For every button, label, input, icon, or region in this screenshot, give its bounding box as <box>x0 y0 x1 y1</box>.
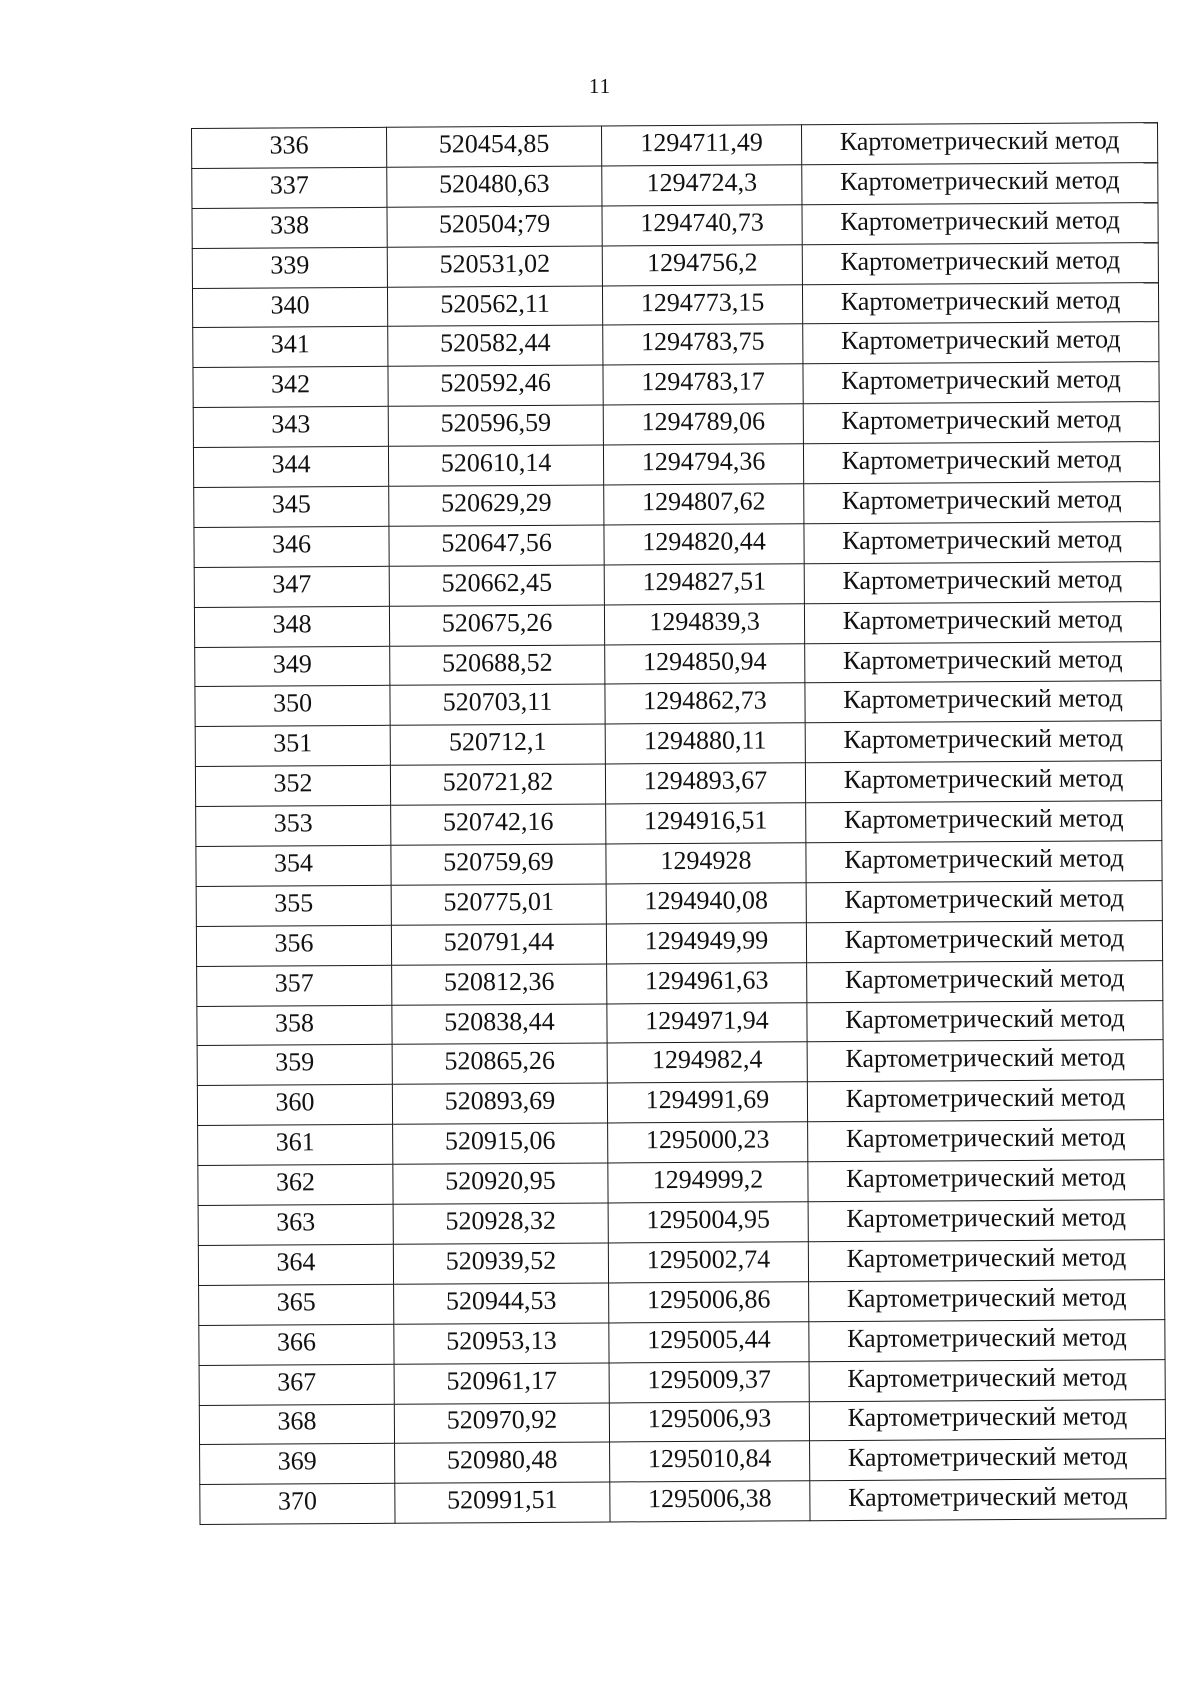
y-coordinate-cell: 1295006,38 <box>610 1481 810 1522</box>
point-number-cell: 345 <box>194 486 389 527</box>
table-row <box>195 681 1161 727</box>
x-coordinate-cell: 520562,11 <box>387 286 602 327</box>
table-row <box>194 482 1160 528</box>
x-coordinate-cell: 520742,16 <box>391 804 606 845</box>
point-number-cell: 369 <box>200 1444 395 1485</box>
method-cell: Картометрический метод <box>807 960 1163 1002</box>
x-coordinate-cell: 520939,52 <box>393 1243 608 1284</box>
table-row <box>197 960 1163 1006</box>
coordinates-table-body <box>192 123 1167 1525</box>
table-row <box>193 362 1159 408</box>
point-number-cell: 356 <box>196 925 391 966</box>
point-number-cell: 342 <box>193 367 388 408</box>
table-row <box>195 761 1161 807</box>
method-cell: Картометрический метод <box>805 681 1161 723</box>
x-coordinate-cell: 520582,44 <box>388 325 603 366</box>
y-coordinate-cell: 1295005,44 <box>609 1321 809 1362</box>
point-number-cell: 364 <box>198 1244 393 1285</box>
y-coordinate-cell: 1295004,95 <box>608 1202 808 1243</box>
point-number-cell: 346 <box>194 526 389 567</box>
y-coordinate-cell: 1294807,62 <box>604 484 804 525</box>
y-coordinate-cell: 1295002,74 <box>608 1242 808 1283</box>
y-coordinate-cell: 1295006,93 <box>609 1401 809 1442</box>
table-row <box>198 1160 1164 1206</box>
point-number-cell: 337 <box>192 167 387 208</box>
x-coordinate-cell: 520812,36 <box>392 964 607 1005</box>
point-number-cell: 341 <box>193 327 388 368</box>
method-cell: Картометрический метод <box>802 162 1158 204</box>
y-coordinate-cell: 1295010,84 <box>610 1441 810 1482</box>
method-cell: Картометрический метод <box>808 1240 1164 1282</box>
y-coordinate-cell: 1294711,49 <box>601 125 801 166</box>
y-coordinate-cell: 1294794,36 <box>603 444 803 485</box>
y-coordinate-cell: 1294961,63 <box>607 962 807 1003</box>
y-coordinate-cell: 1294773,15 <box>602 284 802 325</box>
coordinates-table <box>191 122 1167 1525</box>
x-coordinate-cell: 520980,48 <box>395 1442 610 1483</box>
point-number-cell: 370 <box>200 1484 395 1525</box>
method-cell: Картометрический метод <box>804 482 1160 524</box>
point-number-cell: 347 <box>194 566 389 607</box>
method-cell: Картометрический метод <box>803 402 1159 444</box>
table-row <box>194 561 1160 607</box>
y-coordinate-cell: 1294991,69 <box>607 1082 807 1123</box>
x-coordinate-cell: 520721,82 <box>390 764 605 805</box>
method-cell: Картометрический метод <box>805 761 1161 803</box>
method-cell: Картометрический метод <box>808 1160 1164 1202</box>
point-number-cell: 348 <box>194 606 389 647</box>
x-coordinate-cell: 520961,17 <box>394 1363 609 1404</box>
x-coordinate-cell: 520865,26 <box>392 1043 607 1084</box>
table-row <box>192 202 1158 248</box>
y-coordinate-cell: 1294820,44 <box>604 524 804 565</box>
method-cell: Картометрический метод <box>806 881 1162 923</box>
x-coordinate-cell: 520454,85 <box>386 126 601 167</box>
method-cell: Картометрический метод <box>808 1120 1164 1162</box>
table-row <box>196 920 1162 966</box>
table-row <box>194 521 1160 567</box>
method-cell: Картометрический метод <box>808 1200 1164 1242</box>
y-coordinate-cell: 1295009,37 <box>609 1361 809 1402</box>
point-number-cell: 340 <box>192 287 387 328</box>
table-row <box>198 1120 1164 1166</box>
method-cell: Картометрический метод <box>802 202 1158 244</box>
table-row <box>197 1000 1163 1046</box>
method-cell: Картометрический метод <box>803 322 1159 364</box>
point-number-cell: 343 <box>193 407 388 448</box>
y-coordinate-cell: 1294789,06 <box>603 404 803 445</box>
method-cell: Картометрический метод <box>807 1080 1163 1122</box>
point-number-cell: 351 <box>195 726 390 767</box>
method-cell: Картометрический метод <box>806 841 1162 883</box>
point-number-cell: 349 <box>195 646 390 687</box>
method-cell: Картометрический метод <box>809 1279 1165 1321</box>
x-coordinate-cell: 520662,45 <box>389 565 604 606</box>
point-number-cell: 368 <box>199 1404 394 1445</box>
x-coordinate-cell: 520480,63 <box>387 166 602 207</box>
table-row <box>200 1479 1166 1525</box>
y-coordinate-cell: 1294893,67 <box>605 763 805 804</box>
table-row <box>192 123 1158 169</box>
x-coordinate-cell: 520647,56 <box>389 525 604 566</box>
x-coordinate-cell: 520944,53 <box>394 1283 609 1324</box>
x-coordinate-cell: 520920,95 <box>393 1163 608 1204</box>
table-row <box>195 641 1161 687</box>
method-cell: Картометрический метод <box>805 641 1161 683</box>
point-number-cell: 354 <box>196 845 391 886</box>
y-coordinate-cell: 1294949,99 <box>606 923 806 964</box>
point-number-cell: 361 <box>198 1125 393 1166</box>
x-coordinate-cell: 520838,44 <box>392 1004 607 1045</box>
method-cell: Картометрический метод <box>803 362 1159 404</box>
x-coordinate-cell: 520531,02 <box>387 246 602 287</box>
method-cell: Картометрический метод <box>805 721 1161 763</box>
method-cell: Картометрический метод <box>807 1040 1163 1082</box>
method-cell: Картометрический метод <box>809 1319 1165 1361</box>
point-number-cell: 355 <box>196 885 391 926</box>
method-cell: Картометрический метод <box>802 242 1158 284</box>
y-coordinate-cell: 1294839,3 <box>604 603 804 644</box>
table-row <box>200 1439 1166 1485</box>
x-coordinate-cell: 520893,69 <box>392 1083 607 1124</box>
table-row <box>192 242 1158 288</box>
table-row <box>198 1240 1164 1286</box>
method-cell: Картометрический метод <box>807 1000 1163 1042</box>
method-cell: Картометрический метод <box>801 123 1157 165</box>
x-coordinate-cell: 520712,1 <box>390 724 605 765</box>
point-number-cell: 338 <box>192 207 387 248</box>
x-coordinate-cell: 520970,92 <box>394 1402 609 1443</box>
x-coordinate-cell: 520688,52 <box>390 645 605 686</box>
method-cell: Картометрический метод <box>804 561 1160 603</box>
x-coordinate-cell: 520675,26 <box>389 605 604 646</box>
method-cell: Картометрический метод <box>806 920 1162 962</box>
table-row <box>194 601 1160 647</box>
method-cell: Картометрический метод <box>809 1359 1165 1401</box>
x-coordinate-cell: 520504;79 <box>387 206 602 247</box>
method-cell: Картометрический метод <box>804 601 1160 643</box>
y-coordinate-cell: 1294999,2 <box>608 1162 808 1203</box>
method-cell: Картометрический метод <box>804 521 1160 563</box>
table-row <box>196 841 1162 887</box>
point-number-cell: 352 <box>195 766 390 807</box>
point-number-cell: 344 <box>193 446 388 487</box>
point-number-cell: 359 <box>197 1045 392 1086</box>
y-coordinate-cell: 1294928 <box>606 843 806 884</box>
method-cell: Картометрический метод <box>810 1479 1166 1521</box>
x-coordinate-cell: 520596,59 <box>388 405 603 446</box>
table-row <box>192 162 1158 208</box>
table-row <box>195 721 1161 767</box>
point-number-cell: 360 <box>197 1085 392 1126</box>
table-row <box>199 1359 1165 1405</box>
x-coordinate-cell: 520775,01 <box>391 884 606 925</box>
point-number-cell: 366 <box>199 1324 394 1365</box>
y-coordinate-cell: 1294827,51 <box>604 564 804 605</box>
point-number-cell: 353 <box>196 805 391 846</box>
x-coordinate-cell: 520915,06 <box>393 1123 608 1164</box>
y-coordinate-cell: 1295006,86 <box>609 1282 809 1323</box>
table-row <box>197 1040 1163 1086</box>
point-number-cell: 358 <box>197 1005 392 1046</box>
table-row <box>196 801 1162 847</box>
y-coordinate-cell: 1294783,75 <box>603 324 803 365</box>
x-coordinate-cell: 520629,29 <box>389 485 604 526</box>
point-number-cell: 339 <box>192 247 387 288</box>
x-coordinate-cell: 520592,46 <box>388 365 603 406</box>
table-row <box>199 1319 1165 1365</box>
table-row <box>192 282 1158 328</box>
table-row <box>196 881 1162 927</box>
table-row <box>199 1399 1165 1445</box>
table-row <box>193 402 1159 448</box>
y-coordinate-cell: 1294740,73 <box>602 205 802 246</box>
y-coordinate-cell: 1295000,23 <box>608 1122 808 1163</box>
y-coordinate-cell: 1294862,73 <box>605 683 805 724</box>
x-coordinate-cell: 520610,14 <box>388 445 603 486</box>
table-row <box>198 1200 1164 1246</box>
method-cell: Картометрический метод <box>803 442 1159 484</box>
x-coordinate-cell: 520991,51 <box>395 1482 610 1523</box>
y-coordinate-cell: 1294982,4 <box>607 1042 807 1083</box>
x-coordinate-cell: 520953,13 <box>394 1323 609 1364</box>
x-coordinate-cell: 520791,44 <box>391 924 606 965</box>
point-number-cell: 367 <box>199 1364 394 1405</box>
table-row <box>197 1080 1163 1126</box>
y-coordinate-cell: 1294940,08 <box>606 883 806 924</box>
table-row <box>199 1279 1165 1325</box>
point-number-cell: 362 <box>198 1164 393 1205</box>
y-coordinate-cell: 1294880,11 <box>605 723 805 764</box>
y-coordinate-cell: 1294756,2 <box>602 244 802 285</box>
point-number-cell: 336 <box>192 127 387 168</box>
table-row <box>193 442 1159 488</box>
point-number-cell: 350 <box>195 686 390 727</box>
method-cell: Картометрический метод <box>802 282 1158 324</box>
point-number-cell: 357 <box>197 965 392 1006</box>
table-row <box>193 322 1159 368</box>
method-cell: Картометрический метод <box>806 801 1162 843</box>
method-cell: Картометрический метод <box>810 1439 1166 1481</box>
y-coordinate-cell: 1294850,94 <box>605 643 805 684</box>
method-cell: Картометрический метод <box>809 1399 1165 1441</box>
y-coordinate-cell: 1294971,94 <box>607 1002 807 1043</box>
x-coordinate-cell: 520928,32 <box>393 1203 608 1244</box>
y-coordinate-cell: 1294916,51 <box>606 803 806 844</box>
y-coordinate-cell: 1294724,3 <box>602 165 802 206</box>
point-number-cell: 365 <box>199 1284 394 1325</box>
x-coordinate-cell: 520703,11 <box>390 684 605 725</box>
point-number-cell: 363 <box>198 1204 393 1245</box>
y-coordinate-cell: 1294783,17 <box>603 364 803 405</box>
page-number: 11 <box>588 74 612 98</box>
x-coordinate-cell: 520759,69 <box>391 844 606 885</box>
